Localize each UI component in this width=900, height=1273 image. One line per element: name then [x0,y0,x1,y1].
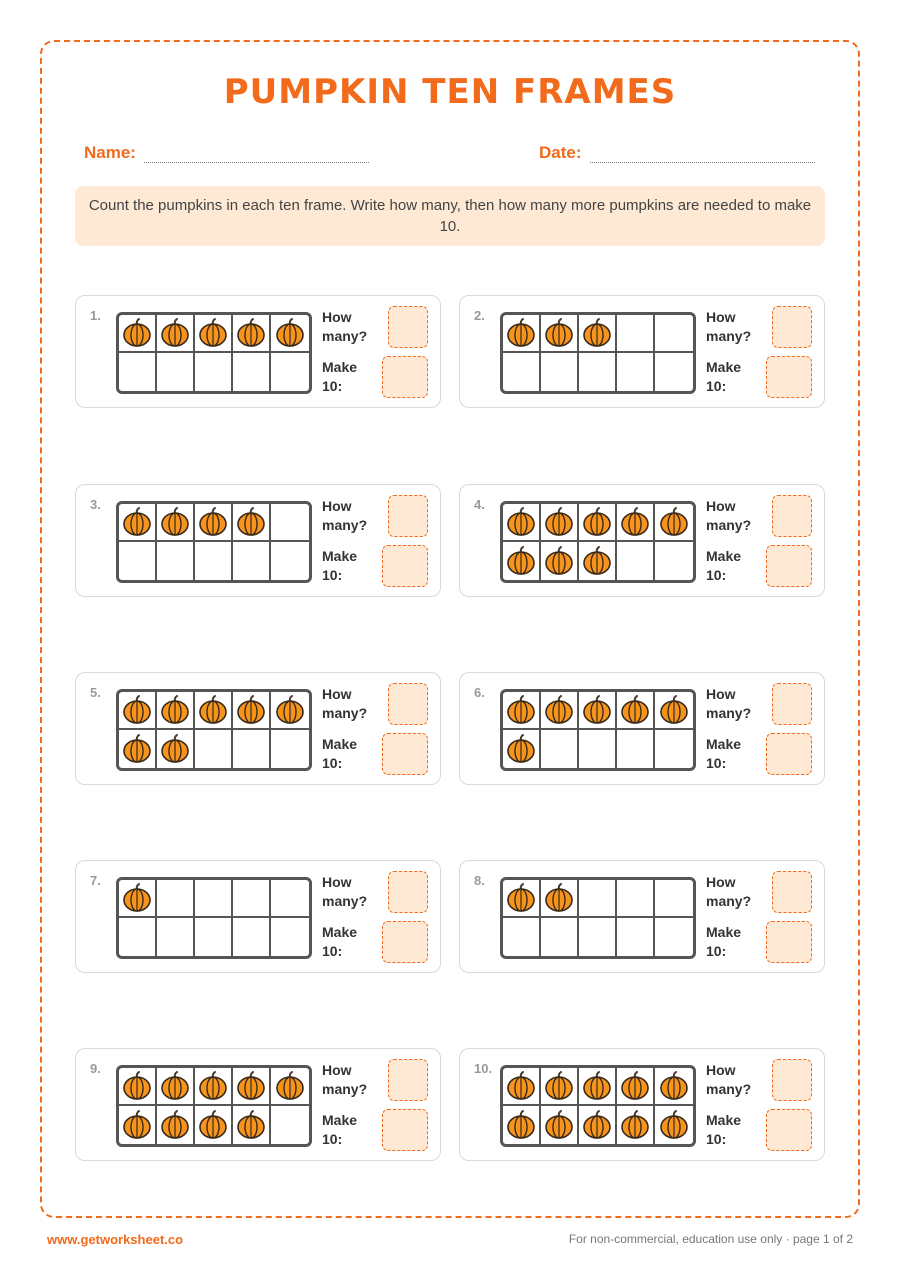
ten-frame-cell [119,880,157,918]
pumpkin-icon [197,694,229,726]
pumpkin-icon [505,1109,537,1141]
ten-frame-cell [233,542,271,580]
ten-frame-cell [655,315,693,353]
pumpkin-icon [543,882,575,914]
ten-frame-cell [541,730,579,768]
ten-frame-cell [541,880,579,918]
make-ten-answer-box[interactable] [382,733,428,775]
problem-card [459,860,825,973]
footer-site: www.getworksheet.co [47,1232,184,1247]
ten-frame-cell [617,1106,655,1144]
pumpkin-icon [543,506,575,538]
how-many-label: How many? [322,309,368,344]
ten-frame-cell [271,1106,309,1144]
ten-frame-cell [503,918,541,956]
ten-frame [116,1065,312,1147]
how-many-answer-box[interactable] [388,306,428,348]
ten-frame-cell [119,353,157,391]
pumpkin-icon [543,545,575,577]
problem-card [459,484,825,597]
ten-frame-cell [503,730,541,768]
ten-frame-cell [195,918,233,956]
ten-frame-cell [503,542,541,580]
ten-frame-cell [503,315,541,353]
ten-frame-cell [579,504,617,542]
ten-frame-cell [579,730,617,768]
ten-frame-cell [579,692,617,730]
problem-number: 8. [474,873,485,888]
pumpkin-icon [505,545,537,577]
problem-number: 4. [474,497,485,512]
ten-frame-cell [655,1068,693,1106]
pumpkin-icon [197,506,229,538]
ten-frame-cell [233,880,271,918]
ten-frame-cell [157,542,195,580]
how-many-label: How many? [706,309,752,344]
ten-frame-cell [579,353,617,391]
ten-frame [500,689,696,771]
ten-frame-cell [503,504,541,542]
make-ten-label: Make 10: [706,924,742,959]
ten-frame-cell [655,542,693,580]
ten-frame-cell [271,1068,309,1106]
pumpkin-icon [619,506,651,538]
ten-frame-cell [195,542,233,580]
pumpkin-icon [159,1070,191,1102]
problem-number: 2. [474,308,485,323]
name-field [84,143,369,163]
ten-frame-cell [157,1068,195,1106]
ten-frame [116,501,312,583]
ten-frame-cell [579,315,617,353]
pumpkin-icon [581,506,613,538]
ten-frame-cell [655,353,693,391]
problem-number: 5. [90,685,101,700]
ten-frame-cell [503,1068,541,1106]
problem-card [75,1048,441,1161]
how-many-label: How many? [322,1062,368,1097]
pumpkin-icon [505,317,537,349]
ten-frame-cell [617,692,655,730]
ten-frame-cell [119,918,157,956]
instructions-text: Count the pumpkins in each ten frame. Write how many, then how many more pumpkins are needed to make 10. [88,197,812,235]
ten-frame-cell [157,315,195,353]
problem-card [75,672,441,785]
pumpkin-icon [159,733,191,765]
ten-frame-cell [271,918,309,956]
pumpkin-icon [505,882,537,914]
ten-frame-cell [541,504,579,542]
ten-frame-cell [233,315,271,353]
make-ten-label: Make 10: [706,359,742,394]
pumpkin-icon [235,694,267,726]
pumpkin-icon [197,1109,229,1141]
problem-number: 10. [474,1061,493,1076]
how-many-label: How many? [706,874,752,909]
pumpkin-icon [505,694,537,726]
ten-frame-cell [195,730,233,768]
ten-frame-cell [655,1106,693,1144]
how-many-label: How many? [322,874,368,909]
how-many-answer-box[interactable] [388,1059,428,1101]
problem-number: 6. [474,685,485,700]
pumpkin-icon [543,317,575,349]
ten-frame-cell [271,730,309,768]
ten-frame-cell [157,880,195,918]
pumpkin-icon [581,1109,613,1141]
how-many-label: How many? [706,498,752,533]
pumpkin-icon [619,1109,651,1141]
ten-frame-cell [119,542,157,580]
pumpkin-icon [581,545,613,577]
ten-frame-cell [655,730,693,768]
problem-card [459,672,825,785]
make-ten-label: Make 10: [706,1112,742,1147]
ten-frame-cell [157,730,195,768]
pumpkin-icon [543,1070,575,1102]
pumpkin-icon [235,506,267,538]
pumpkin-icon [121,733,153,765]
make-ten-label: Make 10: [322,359,358,394]
ten-frame-cell [541,692,579,730]
ten-frame-cell [541,1106,579,1144]
pumpkin-icon [274,694,306,726]
name-line [144,149,369,163]
how-many-answer-box[interactable] [772,683,812,725]
make-ten-answer-box[interactable] [382,356,428,398]
ten-frame-cell [195,353,233,391]
ten-frame-cell [119,730,157,768]
ten-frame-cell [617,730,655,768]
ten-frame-cell [233,504,271,542]
make-ten-label: Make 10: [322,1112,358,1147]
pumpkin-icon [159,317,191,349]
ten-frame-cell [541,1068,579,1106]
ten-frame-cell [503,692,541,730]
problem-card [75,860,441,973]
pumpkin-icon [197,1070,229,1102]
how-many-answer-box[interactable] [772,1059,812,1101]
how-many-answer-box[interactable] [388,871,428,913]
make-ten-answer-box[interactable] [766,921,812,963]
ten-frame-cell [617,880,655,918]
make-ten-answer-box[interactable] [382,545,428,587]
problem-card [459,295,825,408]
ten-frame [500,877,696,959]
pumpkin-icon [121,1109,153,1141]
footer-note: For non-commercial, education use only · page 1 of 2 [568,1232,853,1246]
page-title: PUMPKIN TEN FRAMES [223,72,677,112]
make-ten-label: Make 10: [706,736,742,771]
pumpkin-icon [543,1109,575,1141]
how-many-label: How many? [706,686,752,721]
ten-frame-cell [119,504,157,542]
ten-frame-cell [195,1068,233,1106]
ten-frame-cell [617,315,655,353]
problem-number: 9. [90,1061,101,1076]
ten-frame-cell [541,542,579,580]
how-many-label: How many? [322,686,368,721]
ten-frame-cell [617,542,655,580]
ten-frame-cell [233,730,271,768]
make-ten-label: Make 10: [322,548,358,583]
ten-frame-cell [119,1106,157,1144]
pumpkin-icon [658,506,690,538]
ten-frame-cell [617,1068,655,1106]
ten-frame-cell [195,880,233,918]
pumpkin-icon [274,317,306,349]
ten-frame-cell [119,1068,157,1106]
pumpkin-icon [581,317,613,349]
ten-frame-cell [195,504,233,542]
how-many-answer-box[interactable] [772,306,812,348]
pumpkin-icon [121,506,153,538]
ten-frame-cell [655,918,693,956]
how-many-answer-box[interactable] [772,871,812,913]
pumpkin-icon [159,506,191,538]
pumpkin-icon [505,1070,537,1102]
pumpkin-icon [581,694,613,726]
pumpkin-icon [658,1109,690,1141]
ten-frame-cell [271,315,309,353]
problem-card [75,484,441,597]
pumpkin-icon [505,733,537,765]
ten-frame-cell [157,918,195,956]
ten-frame-cell [195,315,233,353]
pumpkin-icon [274,1070,306,1102]
pumpkin-icon [581,1070,613,1102]
date-field [539,143,815,163]
pumpkin-icon [121,694,153,726]
ten-frame-cell [503,880,541,918]
ten-frame-cell [655,692,693,730]
instructions-box [75,186,825,246]
problem-number: 7. [90,873,101,888]
ten-frame-cell [271,692,309,730]
make-ten-answer-box[interactable] [382,921,428,963]
ten-frame-cell [157,504,195,542]
ten-frame-cell [233,692,271,730]
pumpkin-icon [121,882,153,914]
problem-number: 3. [90,497,101,512]
ten-frame [500,1065,696,1147]
ten-frame-cell [195,1106,233,1144]
problem-card [75,295,441,408]
make-ten-answer-box[interactable] [382,1109,428,1151]
ten-frame-cell [541,315,579,353]
ten-frame-cell [617,918,655,956]
pumpkin-icon [121,317,153,349]
pumpkin-icon [619,694,651,726]
ten-frame-cell [233,918,271,956]
ten-frame-cell [271,504,309,542]
pumpkin-icon [121,1070,153,1102]
ten-frame-cell [579,918,617,956]
ten-frame-cell [119,692,157,730]
ten-frame-cell [271,880,309,918]
make-ten-label: Make 10: [322,736,358,771]
how-many-answer-box[interactable] [388,495,428,537]
pumpkin-icon [543,694,575,726]
how-many-label: How many? [322,498,368,533]
make-ten-label: Make 10: [706,548,742,583]
ten-frame [500,312,696,394]
date-line [590,149,815,163]
problem-number: 1. [90,308,101,323]
pumpkin-icon [235,317,267,349]
name-label: Name: [84,143,136,162]
pumpkin-icon [619,1070,651,1102]
ten-frame [116,689,312,771]
pumpkin-icon [235,1070,267,1102]
ten-frame [500,501,696,583]
ten-frame-cell [617,504,655,542]
ten-frame-cell [233,353,271,391]
ten-frame-cell [503,353,541,391]
ten-frame-cell [655,880,693,918]
make-ten-label: Make 10: [322,924,358,959]
ten-frame-cell [119,315,157,353]
ten-frame-cell [157,692,195,730]
ten-frame-cell [579,1106,617,1144]
how-many-label: How many? [706,1062,752,1097]
ten-frame-cell [579,1068,617,1106]
make-ten-answer-box[interactable] [766,733,812,775]
make-ten-answer-box[interactable] [766,545,812,587]
pumpkin-icon [505,506,537,538]
ten-frame-cell [233,1106,271,1144]
ten-frame-cell [541,918,579,956]
pumpkin-icon [658,694,690,726]
ten-frame-cell [655,504,693,542]
ten-frame [116,877,312,959]
ten-frame-cell [195,692,233,730]
ten-frame-cell [157,353,195,391]
how-many-answer-box[interactable] [772,495,812,537]
ten-frame [116,312,312,394]
ten-frame-cell [271,353,309,391]
ten-frame-cell [579,542,617,580]
pumpkin-icon [197,317,229,349]
date-label: Date: [539,143,582,162]
make-ten-answer-box[interactable] [766,1109,812,1151]
problem-card [459,1048,825,1161]
ten-frame-cell [503,1106,541,1144]
ten-frame-cell [271,542,309,580]
make-ten-answer-box[interactable] [766,356,812,398]
pumpkin-icon [159,694,191,726]
ten-frame-cell [579,880,617,918]
pumpkin-icon [235,1109,267,1141]
ten-frame-cell [157,1106,195,1144]
ten-frame-cell [541,353,579,391]
pumpkin-icon [658,1070,690,1102]
ten-frame-cell [617,353,655,391]
how-many-answer-box[interactable] [388,683,428,725]
pumpkin-icon [159,1109,191,1141]
ten-frame-cell [233,1068,271,1106]
